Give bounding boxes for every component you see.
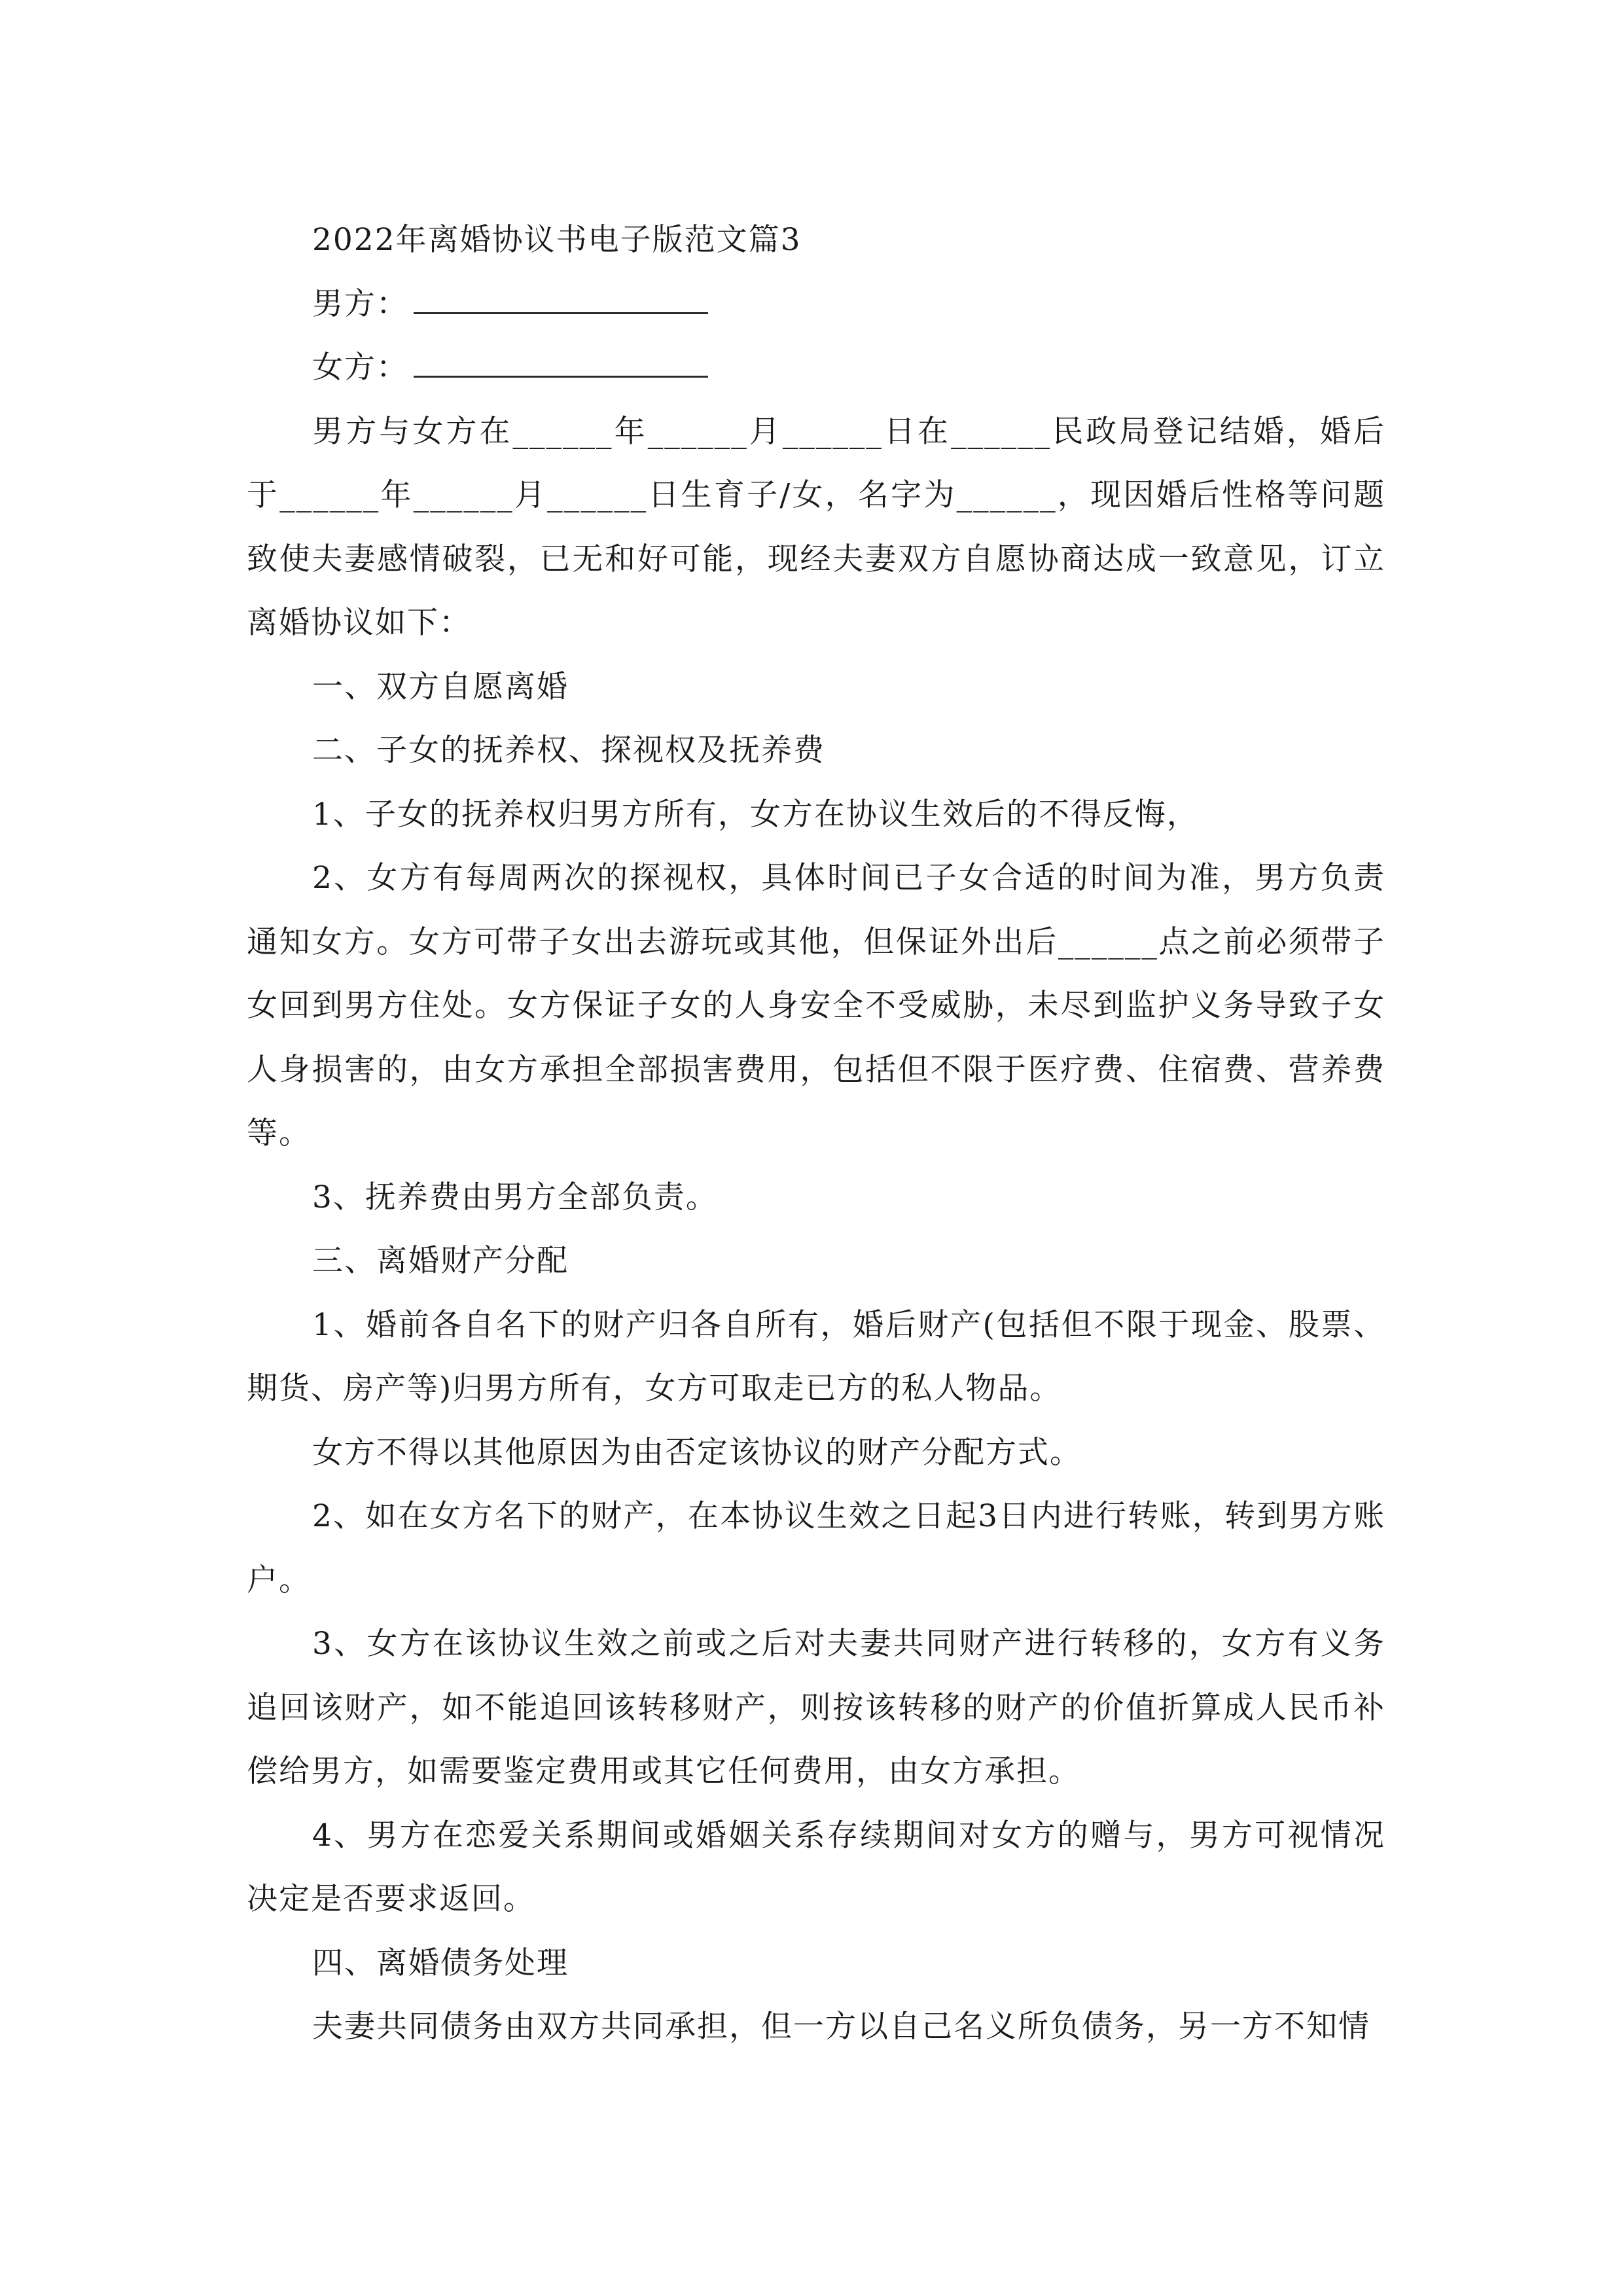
party-woman-line — [247, 336, 1385, 400]
section2-item-1: 1、子女的抚养权归男方所有，女方在协议生效后的不得反悔， — [312, 796, 1199, 833]
party-woman-label: 女方： — [312, 350, 408, 386]
section-heading-2: 二、子女的抚养权、探视权及抚养费 — [312, 732, 825, 768]
section4-text: 夫妻共同债务由双方共同承担，但一方以自己名义所负债务，另一方不知情 — [312, 2009, 1370, 2045]
section3-item-3: 3、女方在该协议生效之前或之后对夫妻共同财产进行转移的，女方有义务追回该财产，如不能追回该转移财产，则按该转移的财产的价值折算成人民币补偿给男方，如需要鉴定费用或其它任何费用，由女方承担。 — [247, 1626, 1385, 1789]
party-man-line — [247, 272, 1385, 336]
section-heading-4: 四、离婚债务处理 — [312, 1945, 569, 1981]
section3-item-1-note: 女方不得以其他原因为由否定该协议的财产分配方式。 — [312, 1434, 1082, 1471]
section-heading-1: 一、双方自愿离婚 — [312, 668, 569, 705]
intro-paragraph: 男方与女方在______年______月______日在______民政局登记结婚，婚后于______年______月______日生育子/女，名字为______，现因婚后性格等问题致使夫妻感情破裂，已无和好可能，现经夫妻双方自愿协商达成一致意见，订立离婚协议如下： — [247, 413, 1385, 641]
section3-item-2: 2、如在女方名下的财产，在本协议生效之日起3日内进行转账，转到男方账户。 — [247, 1498, 1385, 1598]
section2-item-2: 2、女方有每周两次的探视权，具体时间已子女合适的时间为准，男方负责通知女方。女方可带子女出去游玩或其他，但保证外出后______点之前必须带子女回到男方住处。女方保证子女的人身安全不受威胁，未尽到监护义务导致子女人身损害的，由女方承担全部损害费用，包括但不限于医疗费、住宿费、营养费等。 — [247, 860, 1385, 1151]
party-man-blank — [414, 278, 708, 314]
section-heading-3: 三、离婚财产分配 — [312, 1243, 569, 1279]
section3-item-4: 4、男方在恋爱关系期间或婚姻关系存续期间对女方的赠与，男方可视情况决定是否要求返回。 — [247, 1817, 1385, 1917]
party-man-label: 男方： — [312, 285, 408, 322]
section3-item-1: 1、婚前各自名下的财产归各自所有，婚后财产(包括但不限于现金、股票、期货、房产等)归男方所有，女方可取走已方的私人物品。 — [247, 1306, 1385, 1407]
document-body — [247, 208, 1385, 2059]
section2-item-3: 3、抚养费由男方全部负责。 — [312, 1179, 718, 1215]
document-title: 2022年离婚协议书电子版范文篇3 — [312, 222, 802, 258]
party-woman-blank — [414, 342, 708, 378]
